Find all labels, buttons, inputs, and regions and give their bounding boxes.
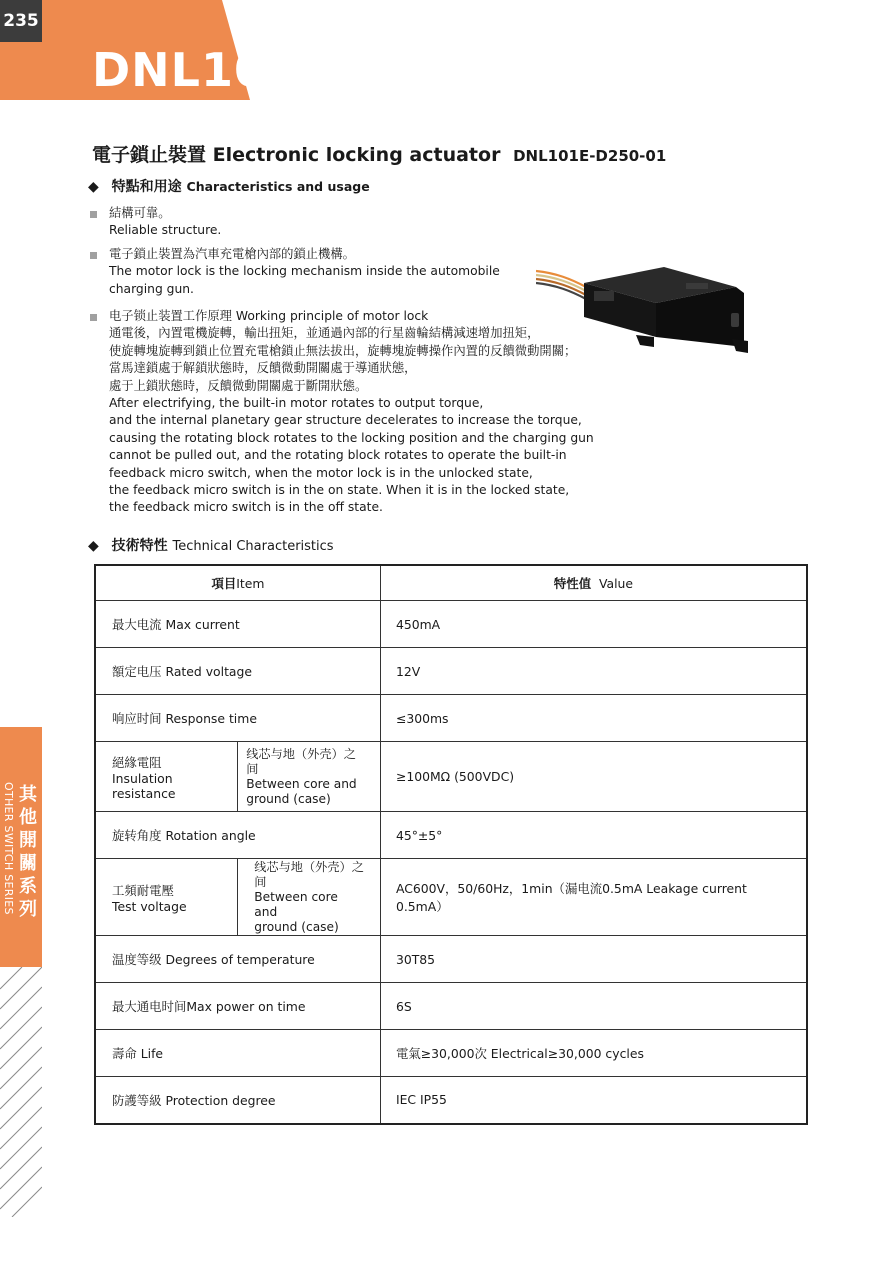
- bullet-line: feedback micro switch, when the motor lock is in the unlocked state,: [109, 465, 533, 480]
- row-label: 温度等级 Degrees of temperature: [95, 936, 380, 983]
- row-value: 30T85: [380, 936, 807, 983]
- row-value: 12V: [380, 648, 807, 695]
- row-label: [95, 742, 238, 812]
- diamond-icon: ◆: [88, 179, 99, 195]
- bullet-line: After electrifying, the built-in motor rotates to output torque,: [109, 396, 484, 411]
- product-title-en: Electronic locking actuator: [212, 144, 501, 166]
- row-label: [95, 859, 238, 936]
- product-title-cn: 電子鎖止裝置: [92, 144, 207, 166]
- row-value: 電氣≥30,000次 Electrical≥30,000 cycles: [380, 1030, 807, 1077]
- row-label: 响应时间 Response time: [95, 695, 380, 742]
- table-row: [95, 812, 807, 859]
- diamond-icon: ◆: [88, 538, 99, 554]
- row-label: 最大电流 Max current: [95, 601, 380, 648]
- row-sublabel-en2: ground (case): [246, 791, 331, 806]
- bullet-line: causing the rotating block rotates to the locking position and the charging gun: [109, 430, 594, 445]
- row-sublabel-en: Between core and: [254, 889, 338, 919]
- row-sublabel-en2: ground (case): [254, 919, 339, 934]
- row-label-en: Test voltage: [112, 898, 187, 914]
- row-label: 額定电压 Rated voltage: [95, 648, 380, 695]
- row-value: IEC IP55: [380, 1077, 807, 1124]
- row-label-cn: 工頻耐電壓: [112, 882, 174, 898]
- bullet-line: 電子鎖止裝置為汽車充電槍內部的鎖止機構。: [109, 247, 355, 261]
- row-value: 45°±5°: [380, 812, 807, 859]
- row-value: AC600V，50/60Hz，1min（漏电流0.5mA Leakage current 0.5mA）: [380, 859, 807, 936]
- bullet-line: 結構可靠。: [109, 206, 171, 220]
- bullet-line: 處于上鎖狀態時，反饋微動開關處于斷開狀態。: [109, 378, 368, 393]
- table-row: [95, 695, 807, 742]
- table-row: [95, 1030, 807, 1077]
- row-value: ≥100MΩ (500VDC): [380, 742, 807, 812]
- bullet-line: the feedback micro switch is in the on state. When it is in the locked state,: [109, 483, 570, 498]
- product-heading: [92, 140, 666, 167]
- header-value: 特性值 Value: [380, 565, 807, 601]
- bullet-line: cannot be pulled out, and the rotating block rotates to operate the built-in: [109, 448, 567, 463]
- side-tab-en: OTHER SWITCH SERIES: [2, 782, 15, 915]
- bullet-line: Reliable structure.: [109, 223, 222, 238]
- table-header-row: [95, 565, 807, 601]
- table-row: [95, 601, 807, 648]
- row-label: 壽命 Life: [95, 1030, 380, 1077]
- spec-table: [94, 564, 808, 1125]
- table-row: [95, 983, 807, 1030]
- technical-title: [88, 535, 334, 555]
- characteristics-title: [88, 176, 370, 196]
- bullet-item: [90, 205, 580, 240]
- row-sublabel-cn: 线芯与地（外壳）之间: [254, 859, 364, 889]
- model-title: DNL101: [92, 43, 301, 97]
- table-row: [95, 648, 807, 695]
- row-sublabel-en: Between core and: [246, 776, 357, 791]
- bullet-line: and the internal planetary gear structure decelerates to increase the torque,: [109, 413, 582, 428]
- table-row: [95, 1077, 807, 1124]
- technical-title-en: Technical Characteristics: [172, 539, 334, 554]
- bullet-item: [90, 246, 580, 298]
- bullet-line: 电子锁止装置工作原理 Working principle of motor lock: [109, 309, 429, 323]
- page-number-badge: 235: [0, 0, 42, 42]
- row-label: 最大通电时间Max power on time: [95, 983, 380, 1030]
- product-photo: [536, 255, 751, 365]
- row-value: 450mA: [380, 601, 807, 648]
- row-label-cn: 絕緣電阻: [112, 754, 162, 770]
- row-label: 防護等級 Protection degree: [95, 1077, 380, 1124]
- characteristics-title-en: Characteristics and usage: [186, 179, 370, 194]
- bullet-line: The motor lock is the locking mechanism inside the automobile: [109, 264, 500, 279]
- table-row: [95, 742, 807, 812]
- table-row: [95, 859, 807, 936]
- row-label: 旋转角度 Rotation angle: [95, 812, 380, 859]
- bullet-line: charging gun.: [109, 281, 194, 296]
- bullet-line: 使旋轉塊旋轉到鎖止位置充電槍鎖止無法拔出，旋轉塊旋轉操作內置的反饋微動開關；: [109, 343, 577, 358]
- table-row: [95, 936, 807, 983]
- bullet-square-icon: [90, 252, 97, 259]
- characteristics-title-cn: 特點和用途: [111, 179, 182, 195]
- row-value: 6S: [380, 983, 807, 1030]
- row-label-en: Insulation resistance: [112, 770, 176, 801]
- bullet-line: the feedback micro switch is in the off state.: [109, 500, 383, 515]
- row-sublabel: [238, 859, 381, 936]
- bullet-line: 通電後，內置電機旋轉，輸出扭矩，並通過內部的行星齒輪結構減速增加扭矩，: [109, 326, 540, 341]
- header-item: 項目Item: [95, 565, 380, 601]
- decorative-hatch: [0, 967, 42, 1217]
- bullet-item: [90, 308, 594, 517]
- technical-title-cn: 技術特性: [111, 538, 168, 554]
- model-code: DNL101E-D250-01: [513, 147, 667, 165]
- bullet-line: 當馬達鎖處于解鎖狀態時，反饋微動開關處于導通狀態，: [109, 361, 417, 376]
- bullet-square-icon: [90, 211, 97, 218]
- bullet-square-icon: [90, 314, 97, 321]
- row-sublabel-cn: 线芯与地（外壳）之间: [246, 746, 356, 776]
- side-tab-cn: 其 他 開 關 系 列: [19, 784, 37, 920]
- row-value: ≤300ms: [380, 695, 807, 742]
- row-sublabel: [238, 742, 381, 812]
